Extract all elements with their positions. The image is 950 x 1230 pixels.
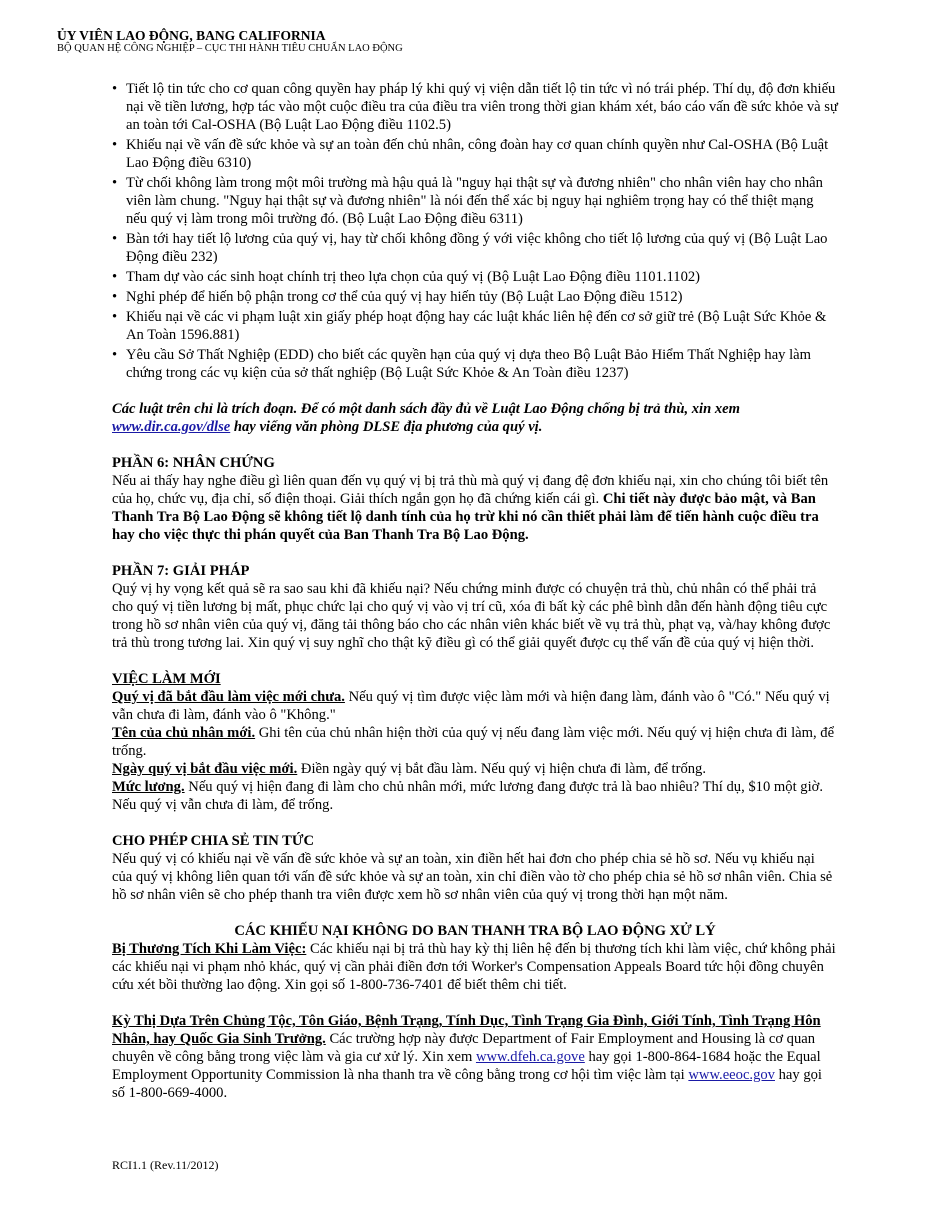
dlse-link[interactable]: www.dir.ca.gov/dlse [112, 419, 231, 435]
new-job-section [112, 670, 838, 814]
section-7-text: Quý vị hy vọng kết quả sẽ ra sao sau khi đã khiếu nại? Nếu chứng minh được có chuyện trả thù, chủ nhân có thể phải trả cho quý vị tiền lương bị mất, phục chức lại cho quý vị vào vị trí cũ, xóa đi bất kỳ các phê bình dẫn đến hành động tiêu cực trong hồ sơ nhân viên của quý vị, đăng tải thông báo cho các nhân viên khác biết về vụ trả thù, phạt vạ, và/hay không được trả thù trong tương lai. Xin quý vị suy nghĩ cho thật kỹ điều gì có thể giải quyết được cụ thể vấn đề của quý vị hiện thời. [112, 581, 831, 651]
injury-paragraph: Bị Thương Tích Khi Làm Việc: Các khiếu nại bị trả thù hay kỳ thị liên hệ đến bị thương tích khi làm việc, chứ không phải các khiếu nại vi phạm nhỏ khác, quý vị cần phải điền đơn tới Worker's Compensation Appeals Board tức hội đồng chuyên cứu xét bồi thường lao động. Xin gọi số 1-800-736-7401 để biết thêm chi tiết. [112, 941, 836, 993]
dfeh-link[interactable]: www.dfeh.ca.gove [475, 1049, 585, 1065]
section-6 [112, 454, 838, 544]
list-item: • Tham dự vào các sinh hoạt chính trị theo lựa chọn của quý vị (Bộ Luật Lao Động điều 1101.1102) [126, 268, 838, 286]
eeoc-link[interactable]: www.eeoc.gov [688, 1067, 775, 1083]
section-7 [112, 562, 838, 652]
agency-subtitle: BỘ QUAN HỆ CÔNG NGHIỆP – CỤC THI HÀNH TIÊU CHUẨN LAO ĐỘNG [57, 43, 403, 54]
list-item: • Khiếu nại về vấn đề sức khỏe và sự an toàn đến chủ nhân, công đoàn hay cơ quan chính quyền như Cal-OSHA (Bộ Luật Lao Động điều 6310) [126, 136, 838, 172]
new-job-item: Quý vị đã bắt đầu làm việc mới chưa. Nếu quý vị tìm được việc làm mới và hiện đang làm, đánh vào ô "Có." Nếu quý vị vẫn chưa đi làm, đánh vào ô "Không." [112, 689, 830, 723]
rights-list [112, 80, 838, 382]
new-job-title: VIỆC LÀM MỚI [112, 671, 221, 687]
list-item: • Nghỉ phép để hiến bộ phận trong cơ thể của quý vị hay hiến tủy (Bộ Luật Lao Động điều 1512) [126, 288, 838, 306]
list-item: • Yêu cầu Sở Thất Nghiệp (EDD) cho biết các quyền hạn của quý vị dựa theo Bộ Luật Bảo Hiểm Thất Nghiệp hay làm chứng trong các vụ kiện của sở thất nghiệp (Bộ Luật Sức Khỏe & An Toàn điều 1237) [126, 346, 838, 382]
list-item: • Tiết lộ tin tức cho cơ quan công quyền hay pháp lý khi quý vị viện dẫn tiết lộ tin tức vì nó trái phép. Thí dụ, độ đơn khiếu nại về tiền lương, hợp tác vào một cuộc điều tra của điều tra viên trong thời gian khám xét, báo cáo vấn đề sức khỏe và sự an toàn tới Cal-OSHA (Bộ Luật Lao Động điều 1102.5) [126, 80, 838, 134]
not-handled-section [112, 922, 838, 1102]
list-item: • Bàn tới hay tiết lộ lương của quý vị, hay từ chối không đồng ý với việc không cho tiết lộ lương của quý vị (Bộ Luật Lao Động điều 232) [126, 230, 838, 266]
new-job-item: Mức lương. Nếu quý vị hiện đang đi làm cho chủ nhân mới, mức lương đang được trả là bao nhiêu? Thí dụ, $10 một giờ. Nếu quý vị vẫn chưa đi làm, để trống. [112, 779, 823, 813]
page-header [57, 28, 403, 55]
form-revision-footer: RCI1.1 (Rev.11/2012) [112, 1158, 219, 1172]
section-7-title: PHẦN 7: GIẢI PHÁP [112, 563, 250, 579]
sharing-text: Nếu quý vị có khiếu nại về vấn đề sức khỏe và sự an toàn, xin điền hết hai đơn cho phép chia sẻ hồ sơ. Nếu vụ khiếu nại của quý vị không liên quan tới vấn đề sức khỏe và sự an toàn, xin chỉ điền vào tờ cho phép chia sẻ hồ sơ nhân viên. Chia sẻ hồ sơ nhân viên sẽ cho phép thanh tra viên được xem hồ sơ nhân viên của quý vị trong thời hạn một năm. [112, 851, 833, 903]
section-6-title: PHẦN 6: NHÂN CHỨNG [112, 455, 275, 471]
sharing-section [112, 832, 838, 904]
sharing-title: CHO PHÉP CHIA SẺ TIN TỨC [112, 833, 315, 849]
new-job-item: Tên của chủ nhân mới. Ghi tên của chủ nhân hiện thời của quý vị nếu đang làm việc mới. Nếu quý vị hiện chưa đi làm, để trống. [112, 725, 835, 759]
list-item: • Khiếu nại về các vi phạm luật xin giấy phép hoạt động hay các luật khác liên hệ đến cơ sở giữ trẻ (Bộ Luật Sức Khỏe & An Toàn 1596.881) [126, 308, 838, 344]
document-body [112, 80, 838, 1102]
section-6-text: Nếu ai thấy hay nghe điều gì liên quan đến vụ quý vị bị trả thù mà quý vị đang đệ đơn khiếu nại, xin cho chúng tôi biết tên của họ, chức vụ, địa chỉ, số điện thoại. Giải thích ngắn gọn họ đã chứng kiến cái gì. Chi tiết này được bảo mật, và Ban Thanh Tra Bộ Lao Động sẽ không tiết lộ danh tính của họ trừ khi nó cần thiết phải làm để tiến hành cuộc điều tra hay cho việc thực thi phán quyết của Ban Thanh Tra Bộ Lao Động. [112, 473, 829, 543]
discrimination-paragraph: Kỳ Thị Dựa Trên Chủng Tộc, Tôn Giáo, Bệnh Trạng, Tính Dục, Tình Trạng Gia Đình, Giới Tính, Tình Trạng Hôn Nhân, hay Quốc Gia Sinh Trưởng. Các trường hợp này được Department of Fair Employment and Housing là cơ quan chuyên về công bằng trong việc làm và gia cư xử lý. Xin xem www.dfeh.ca.gove hay gọi 1-800-864-1684 hoặc the Equal Employment Opportunity Commission là nha thanh tra về công bằng trong cơ hội tìm việc làm tại www.eeoc.gov hay gọi số 1-800-669-4000. [112, 1013, 822, 1101]
laws-note: Các luật trên chỉ là trích đoạn. Để có một danh sách đầy đủ về Luật Lao Động chống bị trả thù, xin xem www.dir.ca.gov/dlse hay viếng văn phòng DLSE địa phương của quý vị. [112, 401, 740, 435]
agency-title: ỦY VIÊN LAO ĐỘNG, BANG CALIFORNIA [57, 28, 326, 43]
list-item: • Từ chối không làm trong một môi trường mà hậu quả là "nguy hại thật sự và đương nhiên" cho nhân viên hay cho nhân viên làm chung. "Nguy hại thật sự và đương nhiên" là nói đến thể xác bị nguy hại nghiêm trọng hay có thể thiệt mạng nếu quý vị làm trong môi trường đó. (Bộ Luật Lao Động điều 6311) [126, 174, 838, 228]
new-job-item: Ngày quý vị bắt đầu việc mới. Điền ngày quý vị bắt đầu làm. Nếu quý vị hiện chưa đi làm, để trống. [112, 761, 707, 777]
not-handled-title: CÁC KHIẾU NẠI KHÔNG DO BAN THANH TRA BỘ LAO ĐỘNG XỬ LÝ [234, 923, 716, 939]
